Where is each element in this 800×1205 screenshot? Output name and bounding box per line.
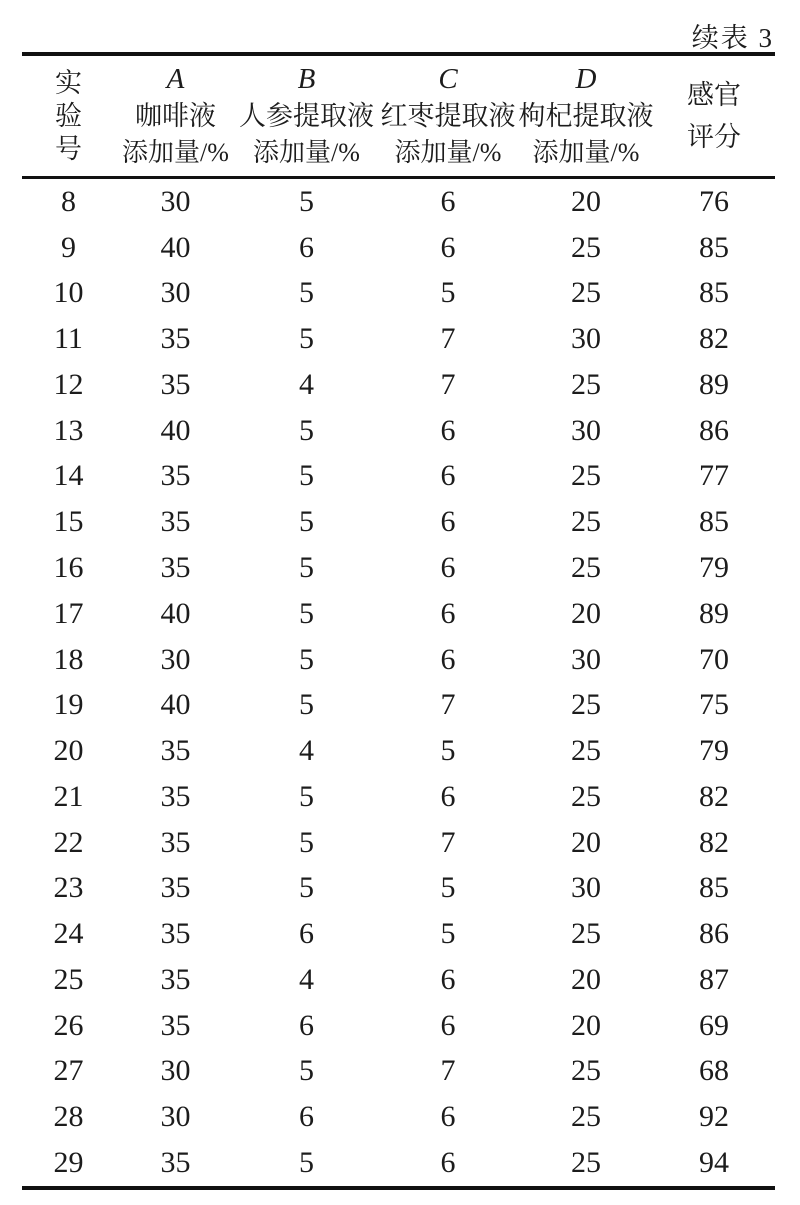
table-row [22,1140,775,1186]
factor-value-cell: 5 [440,734,456,768]
table-row [22,865,775,911]
score-cell: 89 [699,367,729,401]
factor-c-letter: C [438,62,458,95]
table-row [22,911,775,957]
factor-value-cell: 30 [160,1054,191,1088]
factor-value-cell: 30 [571,322,601,356]
experiment-no-cell: 23 [53,871,84,905]
factor-value-cell: 35 [160,551,191,584]
score-cell: 86 [699,413,729,447]
factor-value-cell: 20 [571,596,601,630]
factor-value-cell: 25 [571,1145,601,1179]
table-row [22,499,775,545]
factor-value-cell: 30 [160,276,191,310]
factor-value-cell: 25 [571,230,601,264]
experiment-no-cell: 16 [53,551,84,584]
score-cell: 89 [699,596,729,630]
factor-value-cell: 4 [299,734,314,768]
factor-value-cell: 35 [160,962,191,996]
factor-value-cell: 35 [160,917,191,951]
experiment-no-cell: 11 [54,322,83,356]
experiment-no-cell: 25 [53,962,84,996]
factor-value-cell: 25 [571,688,601,722]
factor-a-unit: 添加量/% [122,138,229,168]
factor-value-cell: 35 [160,1145,191,1179]
factor-value-cell: 7 [440,688,456,722]
factor-value-cell: 20 [571,962,601,996]
experiment-no-cell: 17 [53,596,84,630]
factor-value-cell: 5 [299,505,314,539]
factor-value-cell: 5 [299,688,314,722]
score-cell: 77 [699,459,729,493]
factor-value-cell: 35 [160,871,191,905]
factor-value-cell: 25 [571,1054,601,1088]
factor-value-cell: 5 [440,871,456,905]
score-cell: 94 [699,1145,729,1179]
table-row [22,362,775,408]
factor-value-cell: 25 [571,459,601,493]
experiment-no-cell: 26 [53,1008,84,1042]
experiment-no-char: 号 [55,133,82,164]
factor-value-cell: 5 [299,184,314,218]
factor-value-cell: 5 [299,596,314,630]
header-factor-c [377,56,519,176]
factor-value-cell: 25 [571,734,601,768]
table-row [22,408,775,454]
experiment-no-cell: 29 [53,1145,84,1179]
factor-value-cell: 5 [299,871,314,905]
experiment-no-cell: 18 [53,642,84,676]
factor-value-cell: 6 [299,1008,314,1042]
factor-value-cell: 5 [299,276,314,310]
score-cell: 75 [699,688,729,722]
factor-c-unit: 添加量/% [394,138,502,168]
sensory-score-line: 评分 [687,122,741,152]
table-row [22,728,775,774]
score-cell: 85 [699,505,729,539]
factor-value-cell: 25 [571,551,601,584]
table-header [22,56,775,179]
factor-value-cell: 5 [299,779,314,813]
factor-value-cell: 6 [440,184,456,218]
factor-b-unit: 添加量/% [253,138,360,168]
score-cell: 69 [699,1008,729,1042]
score-cell: 85 [699,276,729,310]
experiment-no-char: 实 [55,67,82,98]
score-cell: 82 [699,825,729,859]
score-cell: 70 [699,642,729,676]
table-row [22,316,775,362]
factor-value-cell: 4 [299,962,314,996]
factor-c-name: 红枣提取液 [380,100,516,131]
table-row [22,957,775,1003]
table-row [22,545,775,591]
factor-value-cell: 5 [299,642,314,676]
factor-value-cell: 20 [571,184,601,218]
factor-value-cell: 5 [299,551,314,584]
experiment-no-cell: 13 [53,413,84,447]
factor-value-cell: 5 [440,917,456,951]
score-cell: 76 [699,184,729,218]
factor-value-cell: 40 [160,688,191,722]
experiment-no-cell: 19 [53,688,84,722]
factor-value-cell: 7 [440,322,456,356]
factor-value-cell: 6 [440,962,456,996]
factor-value-cell: 5 [299,322,314,356]
factor-value-cell: 6 [440,642,456,676]
factor-value-cell: 7 [440,1054,456,1088]
experiment-no-cell: 21 [53,779,84,813]
factor-value-cell: 6 [440,779,456,813]
factor-value-cell: 5 [299,413,314,447]
score-cell: 86 [699,917,729,951]
factor-value-cell: 6 [440,1008,456,1042]
factor-value-cell: 6 [440,413,456,447]
header-sensory-score [653,56,775,176]
header-experiment-no [22,56,115,176]
table-row [22,1049,775,1095]
factor-value-cell: 20 [571,825,601,859]
score-cell: 87 [699,962,729,996]
table-row [22,454,775,500]
experiment-no-cell: 9 [61,230,76,264]
experiment-no-cell: 10 [53,276,84,310]
table-row [22,225,775,271]
factor-value-cell: 6 [440,1145,456,1179]
factor-value-cell: 5 [299,825,314,859]
factor-value-cell: 35 [160,825,191,859]
factor-value-cell: 30 [571,871,601,905]
factor-value-cell: 30 [160,184,191,218]
header-factor-b [236,56,377,176]
factor-d-name: 枸杞提取液 [518,100,654,131]
factor-value-cell: 7 [440,825,456,859]
factor-value-cell: 30 [571,642,601,676]
table-row [22,1094,775,1140]
factor-value-cell: 40 [160,230,191,264]
factor-value-cell: 6 [440,459,456,493]
table-row [22,271,775,317]
factor-value-cell: 35 [160,779,191,813]
factor-d-unit: 添加量/% [532,138,640,168]
factor-value-cell: 35 [160,367,191,401]
factor-value-cell: 35 [160,1008,191,1042]
score-cell: 82 [699,779,729,813]
factor-value-cell: 4 [299,367,314,401]
experiment-no-cell: 15 [53,505,84,539]
table-row [22,1003,775,1049]
experiment-no-cell: 12 [53,367,84,401]
factor-value-cell: 20 [571,1008,601,1042]
factor-b-letter: B [297,62,316,95]
table-row [22,774,775,820]
factor-value-cell: 25 [571,505,601,539]
factor-a-letter: A [166,62,185,95]
table-row [22,682,775,728]
score-cell: 68 [699,1054,729,1088]
experiment-no-cell: 28 [53,1100,84,1134]
factor-value-cell: 30 [571,413,601,447]
factor-value-cell: 5 [299,459,314,493]
factor-value-cell: 6 [440,230,456,264]
experiment-no-cell: 8 [61,184,76,218]
experiment-no-cell: 20 [53,734,84,768]
experiment-no-cell: 24 [53,917,84,951]
factor-value-cell: 25 [571,367,601,401]
factor-value-cell: 6 [299,230,314,264]
factor-value-cell: 40 [160,413,191,447]
score-cell: 85 [699,871,729,905]
table-row [22,820,775,866]
factor-value-cell: 5 [299,1054,314,1088]
score-cell: 79 [699,551,729,584]
factor-value-cell: 6 [299,1100,314,1134]
factor-value-cell: 7 [440,367,456,401]
factor-value-cell: 6 [440,551,456,584]
score-cell: 85 [699,230,729,264]
score-cell: 92 [699,1100,729,1134]
factor-value-cell: 5 [299,1145,314,1179]
factor-value-cell: 6 [440,1100,456,1134]
sensory-score-line: 感官 [687,80,741,110]
experiment-no-cell: 27 [53,1054,84,1088]
factor-a-name: 咖啡液 [135,100,216,131]
header-factor-a [115,56,236,176]
factor-value-cell: 5 [440,276,456,310]
factor-value-cell: 35 [160,734,191,768]
table-body [22,179,775,1186]
score-cell: 82 [699,322,729,356]
header-factor-d [519,56,653,176]
factor-value-cell: 30 [160,642,191,676]
table-row [22,179,775,225]
table-row [22,637,775,683]
experiment-no-cell: 22 [53,825,84,859]
factor-value-cell: 6 [440,596,456,630]
continued-table-label: 续表 3 [691,23,774,53]
factor-value-cell: 6 [299,917,314,951]
factor-value-cell: 30 [160,1100,191,1134]
factor-value-cell: 25 [571,779,601,813]
experiment-no-char: 验 [55,100,82,131]
factor-value-cell: 25 [571,1100,601,1134]
factor-value-cell: 35 [160,505,191,539]
factor-value-cell: 25 [571,276,601,310]
factor-value-cell: 35 [160,322,191,356]
table-row [22,591,775,637]
continued-table [22,52,775,1190]
factor-b-name: 人参提取液 [239,100,374,131]
factor-d-letter: D [575,62,597,95]
factor-value-cell: 40 [160,596,191,630]
score-cell: 79 [699,734,729,768]
factor-value-cell: 35 [160,459,191,493]
experiment-no-cell: 14 [53,459,84,493]
factor-value-cell: 25 [571,917,601,951]
factor-value-cell: 6 [440,505,456,539]
